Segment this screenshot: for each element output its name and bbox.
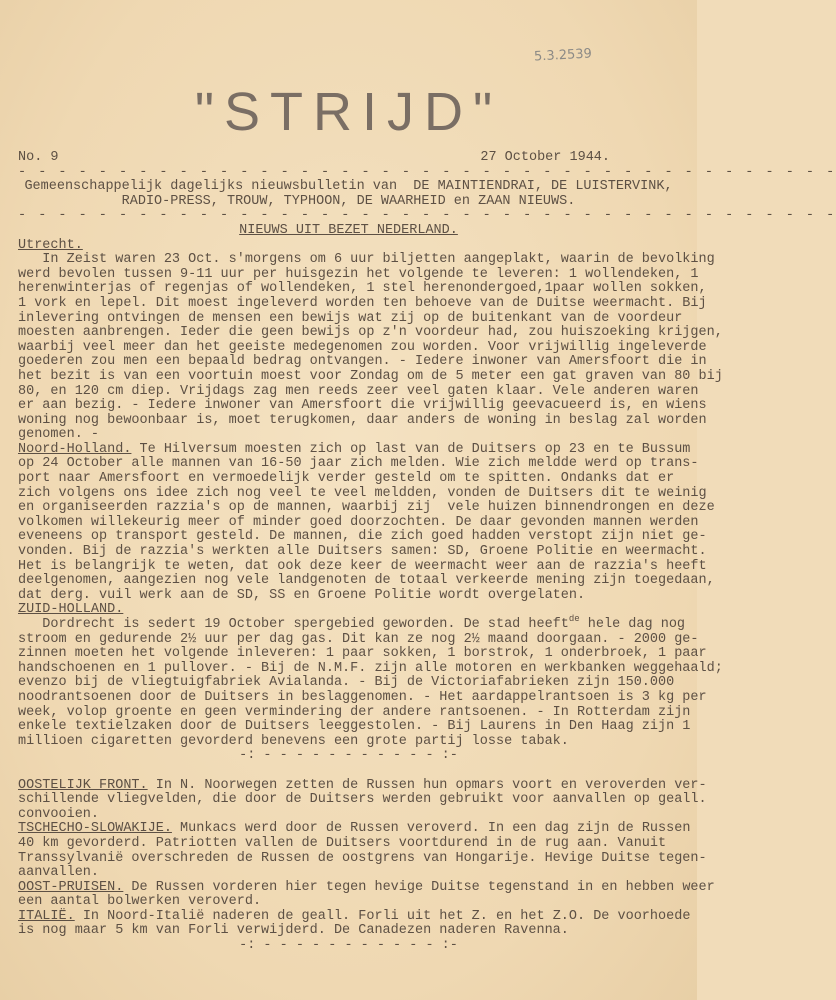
article-line: 80, en 120 cm diep. Vrijdags zag men reeds zeer veel gaten klaar. Vele anderen waren (18, 383, 699, 399)
article-line: Te Hilversum moesten zich op last van de Duitsers op 23 en te Bussum (131, 441, 691, 457)
article-line: eveneens op transport gesteld. De mannen, die zich goed hadden verstopt zijn niet ge- (18, 529, 707, 545)
article-line: een aantal bolwerken veroverd. (18, 894, 262, 910)
article-line: en organiseerden razzia's op de mannen, waarbij zij vele huizen binnendrongen en deze (18, 500, 715, 516)
newspaper-title: "STRIJD" (194, 82, 503, 142)
article-line: dat derg. vuil werk aan de SD, SS en Groene Politie wordt overgelaten. (18, 587, 586, 603)
foreign-news (18, 777, 715, 940)
article-line: De Russen vorderen hier tegen hevige Duitse tegenstand in en hebben weer (123, 879, 715, 895)
article-line: week, volop groente en geen vermindering der andere rantsoenen. - In Rotterdam zijn (18, 704, 691, 720)
article-line: Transsylvanië overschreden de Russen de oostgrens van Hongarije. Hevige Duitse tegen- (18, 850, 707, 866)
document-body (18, 150, 836, 954)
foreign-heading: OOSTELIJK FRONT. (18, 777, 148, 793)
subtitle-line-1: Gemeenschappelijk dagelijks nieuwsbulletin van DE MAINTIENDRAI, DE LUISTERVINK, (24, 179, 673, 195)
heading-zuid-holland: ZUID-HOLLAND. (18, 602, 124, 618)
heading-utrecht: Utrecht. (18, 237, 83, 253)
article-first-line (18, 777, 707, 794)
article-line: 1 vork en lepel. Dit moest ingeleverd worden ten behoeve van de Duitse weermacht. Bij (18, 295, 707, 311)
article-line: handschoenen en 1 pullover. - Bij de N.M.F. zijn alle motoren en werkbanken weggehaald; (18, 660, 723, 676)
article-line: is nog maar 5 km van Forli verwijderd. De Canadezen naderen Ravenna. (18, 923, 569, 939)
article-line: hele dag nog (579, 617, 686, 632)
article-line: noodrantsoenen door de Duitsers in beslaggenomen. - Het aardappelrantsoen is 3 kg per (18, 689, 707, 705)
article-line: er aan bezig. - Iedere inwoner van Amersfoort die vrijwillig geevacueerd is, en wiens (18, 398, 707, 414)
superscript-correction: de (568, 614, 580, 624)
article-line: herenwinterjas of regenjas of wollendeken, 1 stel herenondergoed,1paar wollen sokken, (18, 281, 707, 297)
article-line: 40 km gevorderd. Patriotten vallen de Duitsers voortdurend in de rug aan. Vanuit (18, 835, 667, 851)
article-first-line (18, 879, 715, 896)
article-line: genomen. - (18, 427, 100, 443)
article-line: zich volgens ons idee zich nog veel te veel meldden, vonden de Duitsers dit te weinig (18, 485, 707, 501)
separator-line: - - - - - - - - - - - - - - - - - - - - - - - - - - - - - - - - - - - - - - - - - (18, 164, 836, 180)
article-first-line (18, 908, 691, 925)
article-line: convooien. (18, 806, 100, 822)
article-line: waarbij veel meer dan het geeiste medegenomen zou worden. Voor vrijwillig ingeleverde (18, 339, 707, 355)
noord-holland-body (18, 456, 715, 603)
article-line: werd bevolen tussen 9-11 uur per huisgezin het volgende te leveren: 1 wollendeken, 1 (18, 266, 699, 282)
article-line: stroom en gedurende 2½ uur per dag gas. Dit kan ze nog 2½ maand doorgaan. - 2000 ge- (18, 631, 699, 647)
article-line: enkele textielzaken door de Duitsers leeggestolen. - Bij Laurens in Den Haag zijn 1 (18, 719, 691, 735)
utrecht-body (18, 252, 723, 443)
heading-noord-holland: Noord-Holland. (18, 441, 132, 457)
article-line: vonden. Bij de razzia's werkten alle Duitsers samen: SD, Groene Politie en weermacht. (18, 544, 707, 560)
separator-line: - - - - - - - - - - - - - - - - - - - - - - - - - - - - - - - - - - - - - - - - - (18, 208, 836, 224)
article-line: In Noord-Italië naderen de geall. Forli uit het Z. en het Z.O. De voorhoede (74, 908, 691, 924)
article-line: Munkacs werd door de Russen veroverd. In een dag zijn de Russen (171, 821, 691, 837)
article-line: zinnen moeten het volgende inleveren: 1 paar sokken, 1 borstrok, 1 onderbroek, 1 paar (18, 646, 707, 662)
article-line: aanvallen. (18, 865, 100, 881)
article-line: het bezit is van een voortuin moest voor Zondag om de 5 meter een gat graven van 80 bij (18, 368, 723, 384)
foreign-heading: TSCHECHO-SLOWAKIJE. (18, 821, 172, 837)
article-line: Dordrecht is sedert 19 October spergebied geworden. De stad heeft (18, 617, 569, 632)
article-line: moesten aanbrengen. Ieder die geen bewijs op z'n voordeur had, zou huiszoeking krijgen, (18, 325, 723, 341)
issue-date: 27 October 1944. (480, 150, 610, 165)
article-first-line (18, 441, 691, 458)
article-line: goederen zou men een bepaald bedrag ontvangen. - Iedere inwoner van Amersfoort die in (18, 354, 707, 370)
section-title-text: NIEUWS UIT BEZET NEDERLAND. (239, 222, 458, 238)
issue-number: No. 9 (18, 150, 59, 165)
article-line: port naar Amersfoort en vermoedelijk verder gesteld om te spitten. Ondanks dat er (18, 471, 675, 487)
zuid-holland-body (18, 631, 723, 750)
article-line: Het is belangrijk te weten, dat ook deze keer de weermacht weer aan de razzia's heeft (18, 558, 707, 574)
article-line: volkomen willekeurig meer of minder goed doorzochten. De daar gevonden mannen werden (18, 514, 699, 530)
article-line: woning nog bewoonbaar is, moet terugkomen, daar anders de woning in beslag zal worden (18, 412, 707, 428)
foreign-heading: ITALIË. (18, 908, 75, 924)
divider: -: - - - - - - - - - - - :- (239, 938, 458, 954)
article-line: In N. Noorwegen zetten de Russen hun opmars voort en veroverden ver- (147, 777, 707, 793)
section-title (0, 224, 697, 239)
spacer (18, 764, 680, 779)
article-line: evenzo bij de vliegtuigfabriek Avialanda. - Bij de Victoriafabrieken zijn 150.000 (18, 675, 675, 691)
article-first-line (18, 821, 691, 837)
article-line: op 24 October alle mannen van 16-50 jaar zich melden. Wie zich meldde werd op trans- (18, 456, 699, 472)
subtitle-line-2: RADIO-PRESS, TROUW, TYPHOON, DE WAARHEID en ZAAN NIEUWS. (121, 193, 576, 209)
foreign-heading: OOST-PRUISEN. (18, 879, 124, 895)
issue-line (18, 151, 680, 166)
article-line: millioen cigaretten gevorderd benevens een grote partij losse tabak. (18, 733, 569, 749)
article-line: In Zeist waren 23 Oct. s'morgens om 6 uur biljetten aangeplakt, waarin de bevolking (18, 252, 715, 268)
article-line: deelgenomen, aangezien nog vele landgenoten de totaal verkeerde mening zijn toegedaan, (18, 573, 715, 589)
article-line: schillende vliegvelden, die door de Duitsers werden gebruikt voor aanvallen op geall. (18, 792, 707, 808)
article-line: inlevering ontvingen de mensen een bewijs wat zij op de buitenkant van de voordeur (18, 310, 683, 326)
article-first-line (18, 614, 686, 633)
archive-mark: 5.3.2539 (533, 46, 593, 65)
divider: -: - - - - - - - - - - - :- (239, 748, 458, 764)
